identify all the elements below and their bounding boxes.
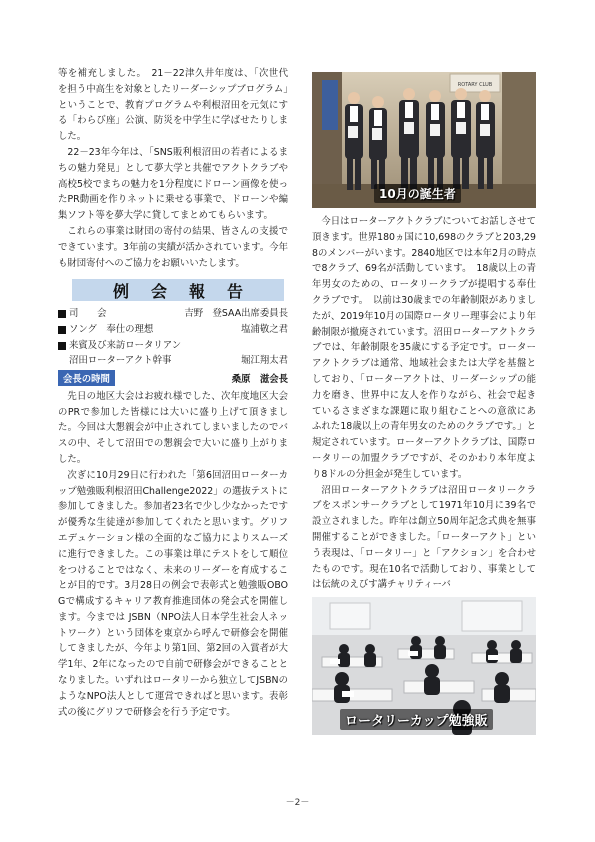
report-role: ソング 奉仕の理想 <box>69 323 154 335</box>
study-session-photo <box>312 597 536 735</box>
report-name <box>181 338 288 354</box>
paragraph-rotaract-intro: 今日はローターアクトクラブについてお話しさせて頂きます。世界180ヵ国に10,698のクラブと203,298のメンバーがいます。2840地区では本年2月の時点で8クラブ、69名が活動しています。 18歳以上の青年男女のための、ロータリークラブが提唱する奉仕クラブです。 以前は30歳までの年齢制限がありましたが、2019年10月の国際ロータリー理事会により年齢制限が撤廃されています。沼田ローターアクトクラブでは、年齢制限を35歳にする予定です。ローターアクトクラブは通常、地域社会または大学を基盤としており、「ローターアクトは、リーダーシップの能力を磨き、世界中に友人を作りながら、社会で起きているさまざまな課題に取り組むことへの意欲にあふれた18歳以上の青年男女のためのクラブです。」と規定されています。ローターアクトクラブは、国際ロータリーの加盟クラブですが、そのかわり本年度より8ドルの分担金が発生しています。 <box>312 216 536 480</box>
report-row-guests <box>58 338 288 354</box>
report-role: 司 会 <box>69 308 107 320</box>
birthday-photo <box>312 72 536 208</box>
paragraph-numata-rotaract: 沼田ローターアクトクラブは沼田ロータリークラブをスポンサークラブとして1971年10月に39名で設立されました。昨年は創立50周年記念式典を無事開催することができました。「ローターアクト」という表現は、「ロータリー」と「アクション」を合わせたものです。現在10名で活動しており、事業としては伝統のえびす講チャリティーバ <box>312 484 536 591</box>
right-column <box>312 72 536 735</box>
study-session-caption: ロータリーカップ勉強販 <box>340 709 493 730</box>
paragraph-rotary-cup: 次ぎに10月29日に行われた「第6回沼田ローターカップ勉強販利根沼田Challenge2022」の選抜テストに参加してきました。参加者23名で少し少なかったですが優秀な生徒達が参加してくれたと思います。グリフエデュケーション様の全面的なご協力によりスムーズに進行できました。この事業は単にテストをして順位をつけることではなく、未来のリーダーを育成することが目的です。3月28日の例会で表彰式と勉強販OBOGで構成するキャリア教育推進団体の発会式を開催します。今までは JSBN（NPO法人日本学生社会人ネットワーク）という団体を東京から呼んで研修会を開催してきましたが、今年より第1回、第2回の入賞者が大学1年、2年になったので自前で研修会ができることとなりました。いずれはロータリーから独立してJSBNのようなNPO法人として運営できればと思います。表彰式の後にグリフで研修会を行う予定です。 <box>58 469 288 718</box>
page-number: －2－ <box>285 798 310 808</box>
report-role: 来賓及び来訪ロータリアン <box>69 339 182 351</box>
square-bullet-icon <box>58 342 66 350</box>
paragraph-district-conference: 先日の地区大会はお疲れ様でした、次年度地区大会のPRで参加した皆様には大いに盛り上げて頂きました。今回は大懇親会が中止されてしまいましたのでバスの中、そして沼田での懇親会で大いに盛り上がりました。 <box>58 390 288 465</box>
president-name: 桑原 滋会長 <box>231 373 288 385</box>
paragraph-foundation-history: 等を補充しました。 21－22津久井年度は、「次世代を担う中高生を対象としたリーダーシップブログラム」ということで、教育プログラムや利根沼田を元気にする「わらび座」公演、防災を中学生に学ばせたりしました。 <box>58 68 288 143</box>
meeting-report-heading <box>72 279 284 301</box>
report-name: 堀江翔太君 <box>241 355 288 367</box>
report-name: 吉野 登SAA出席委員長 <box>184 308 288 320</box>
report-row-song <box>58 322 288 338</box>
birthday-photo-caption: 10月の誕生者 <box>374 184 461 203</box>
left-column <box>58 66 288 720</box>
report-role: 沼田ローターアクト幹事 <box>69 355 172 367</box>
square-bullet-icon <box>58 310 66 318</box>
paragraph-sns-project: 22－23年今年は、「SNS販利根沼田の若者によるまちの魅力発見」として夢大学と共催でアクトクラブや高校5校でまちの魅力を1分程度にドローン画像を使ったPR動画を作りネットに乗せる事業で、ドローンや編集ソフト等を夢大学に貸してまとめてもらいます。 <box>58 146 288 222</box>
paragraph-foundation-donation: これらの事業は財団の寄付の結果、皆さんの支援でできています。3年前の実績が活かされています。今年も財団寄付へのご協力をお願いいたします。 <box>58 225 288 269</box>
meeting-report-title: 例会報告 <box>112 281 265 301</box>
banner-text: ROTARY CLUB <box>457 82 493 88</box>
report-row-host <box>58 306 288 322</box>
president-time-badge: 会長の時間 <box>58 370 115 386</box>
president-time-row <box>58 370 288 386</box>
square-bullet-icon <box>58 326 66 334</box>
report-name: 塩浦敬之君 <box>241 323 288 335</box>
report-row-rotaract <box>58 353 288 369</box>
